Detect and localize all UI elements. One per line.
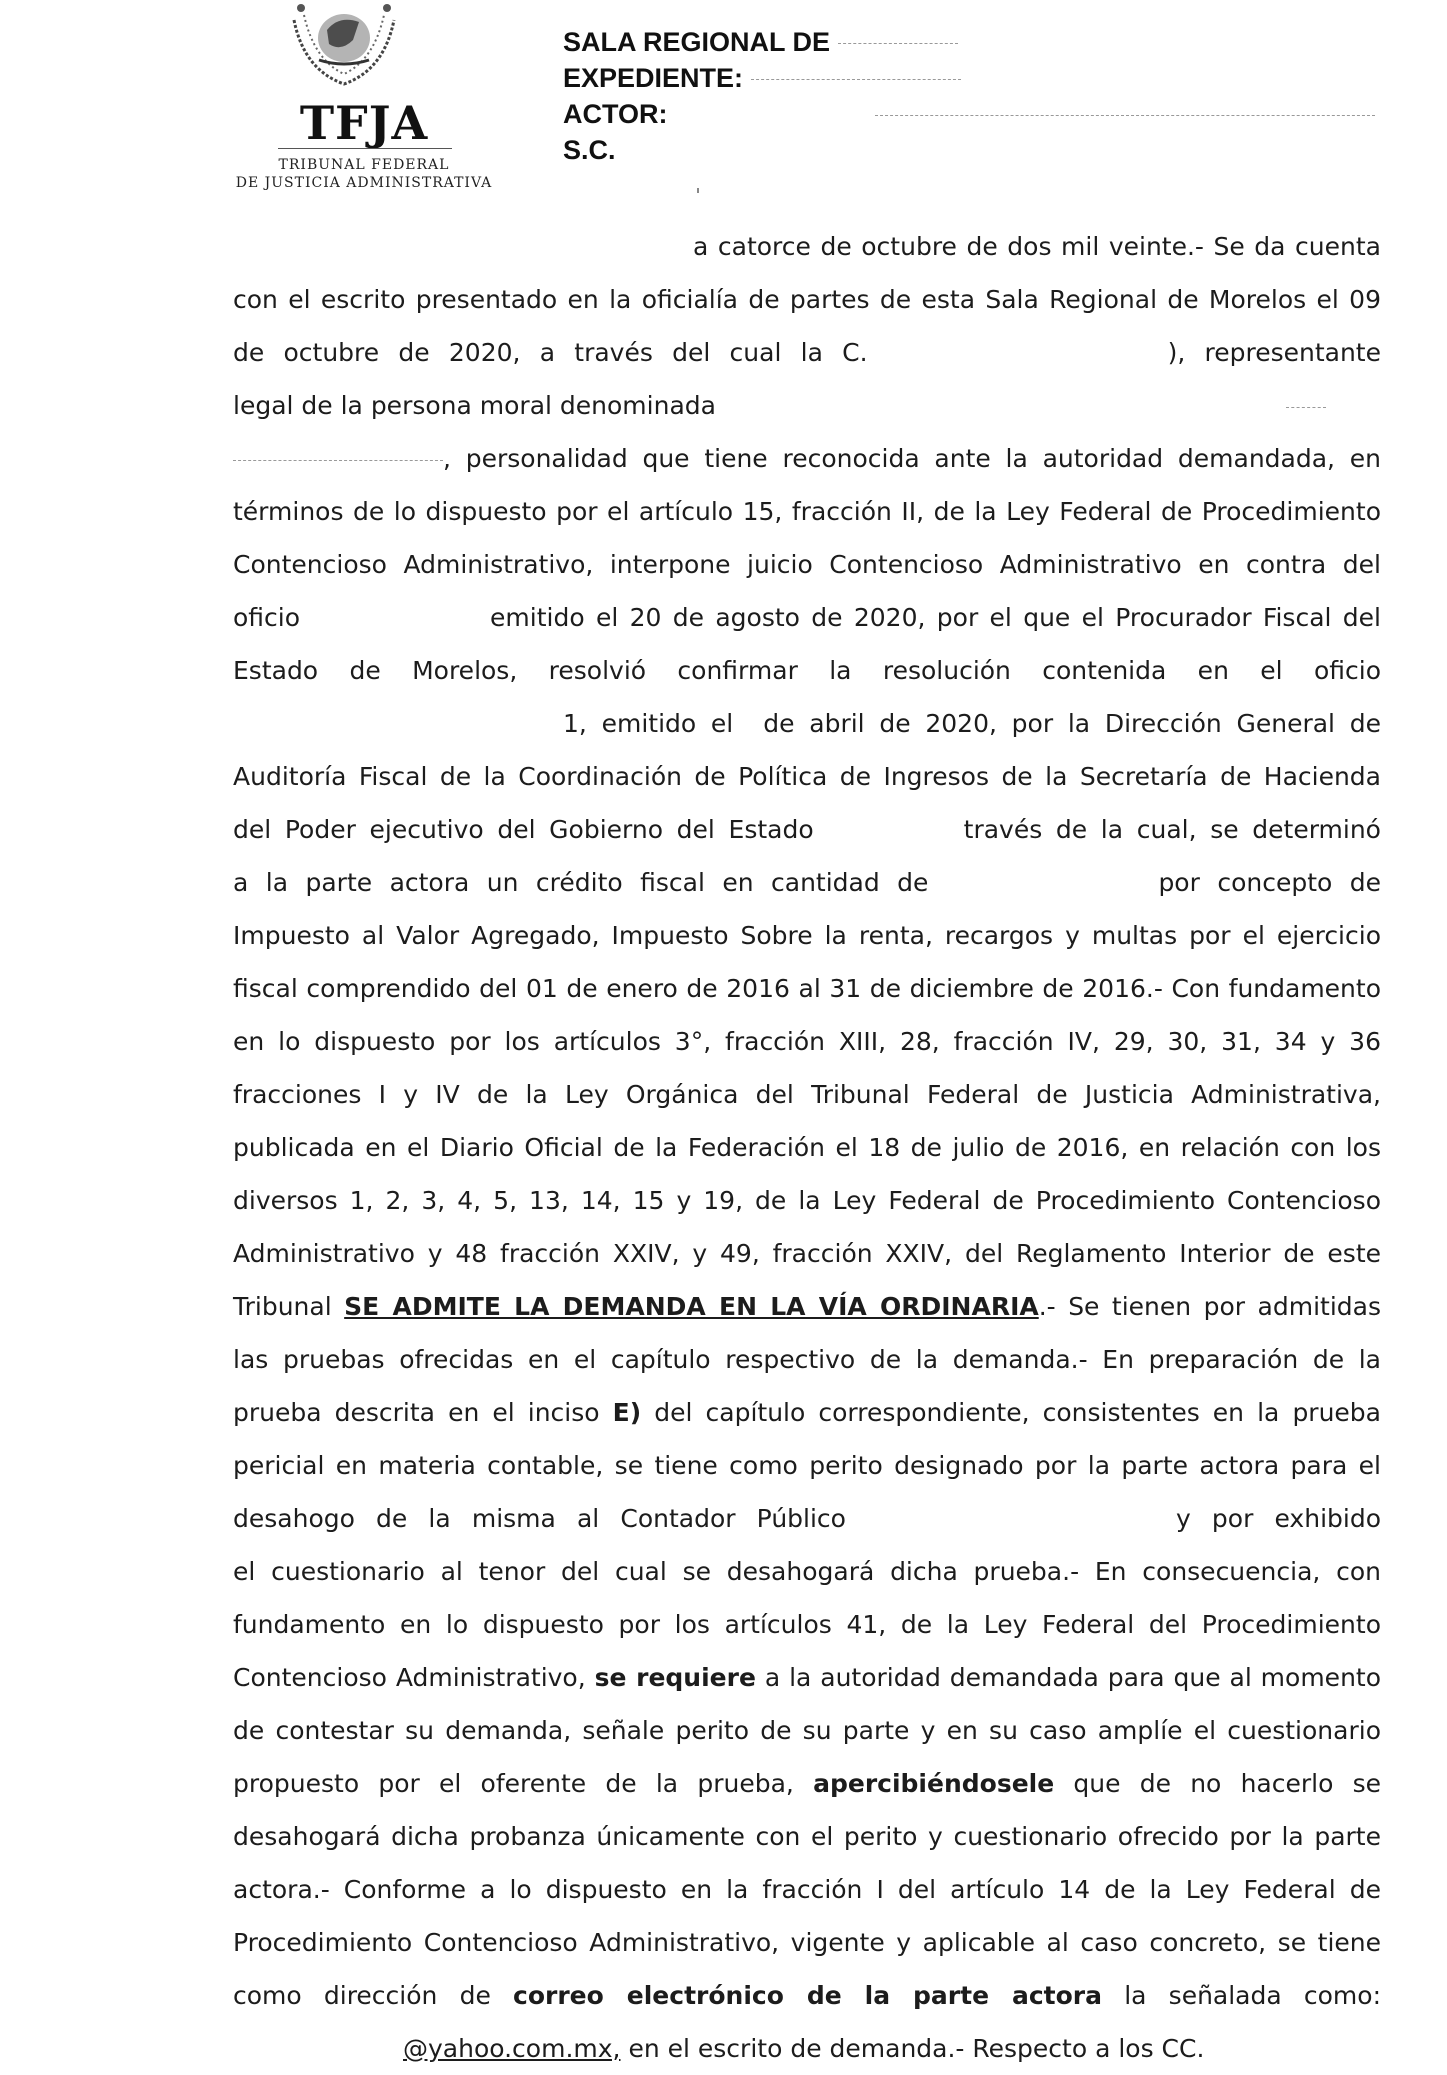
logo-divider [278,148,452,149]
document-body [233,220,1381,2075]
actor-label: ACTOR: [563,99,668,129]
body-line-10a: 1, emitido el [563,709,734,738]
body-line-15: fiscal comprendido del 01 de enero de 2016 al 31 de diciembre de 2016.- Con fundamento [233,974,1381,1003]
body-line-10 [233,697,1381,750]
redacted-company [1286,407,1326,408]
body-line-12a: del Poder ejecutivo del Gobierno del Estado [233,815,814,844]
body-line-5a: , personalidad que tiene reconocida ante la autoridad demandada, en [443,444,1381,473]
admission-ruling: SE ADMITE LA DEMANDA EN LA VÍA ORDINARIA [344,1292,1039,1321]
body-line-13b: por concepto de [1158,868,1381,897]
body-line-23 [233,1386,1381,1439]
body-line-33: Procedimiento Contencioso Administrativo, vigente y aplicable al caso concreto, se tiene [233,1928,1381,1957]
body-line-21c: .- Se tienen por admitidas [1038,1292,1381,1321]
body-line-17: fracciones I y IV de la Ley Orgánica del Tribunal Federal de Justicia Administrativa, [233,1080,1381,1109]
body-line-30c: que de no hacerlo se [1073,1769,1382,1798]
logo-subtitle-line-2: DE JUSTICIA ADMINISTRATIVA [235,175,493,191]
body-line-9: Estado de Morelos, resolvió confirmar la resolución contenida en el oficio [233,656,1381,685]
body-line-8b: emitido el 20 de agosto de 2020, por el que el Procurador Fiscal del [490,603,1381,632]
email-domain: @yahoo.com.mx, [403,2034,621,2063]
body-line-29: de contestar su demanda, señale perito de su parte y en su caso amplíe el cuestionario [233,1716,1381,1745]
body-line-28a: Contencioso Administrativo, [233,1663,586,1692]
body-line-8 [233,591,1381,644]
body-line-1: a catorce de octubre de dos mil veinte.- Se da cuenta [693,232,1381,261]
redacted-sala [838,43,958,44]
body-line-31: desahogará dicha probanza únicamente con el perito y cuestionario ofrecido por la parte [233,1822,1381,1851]
body-line-14: Impuesto al Valor Agregado, Impuesto Sobre la renta, recargos y multas por el ejercicio [233,921,1381,950]
body-line-13a: a la parte actora un crédito fiscal en cantidad de [233,868,929,897]
body-line-34a: como dirección de [233,1981,491,2010]
warning-emphasis: apercibiéndosele [813,1769,1055,1798]
inciso-label: E) [612,1398,642,1427]
body-line-5 [233,432,1381,485]
body-line-7: Contencioso Administrativo, interpone juicio Contencioso Administrativo en contra del [233,550,1381,579]
body-line-8a: oficio [233,603,301,632]
body-line-6: términos de lo dispuesto por el artículo 15, fracción II, de la Ley Federal de Procedimiento [233,497,1381,526]
body-line-3 [233,326,1381,379]
sala-line [563,24,1383,60]
body-line-28 [233,1651,1381,1704]
body-line-2: con el escrito presentado en la oficialía de partes de esta Sala Regional de Morelos el 09 [233,285,1381,314]
logo-acronym: TFJA [299,96,429,150]
body-line-13 [233,856,1381,909]
body-line-4a: legal de la persona moral denominada [233,391,716,420]
expediente-label: EXPEDIENTE: [563,63,744,93]
body-line-25a: desahogo de la misma al Contador Público [233,1504,846,1533]
expediente-line [563,60,1383,96]
body-line-24: pericial en materia contable, se tiene como perito designado por la parte actora para el [233,1451,1381,1480]
body-line-10b: de abril de 2020, por la Dirección General de [763,709,1381,738]
body-line-22: las pruebas ofrecidas en el capítulo respectivo de la demanda.- En preparación de la [233,1345,1381,1374]
requirement-emphasis: se requiere [594,1663,756,1692]
body-line-12b: través de la cual, se determinó [963,815,1381,844]
body-line-35 [233,2022,1381,2075]
body-line-35b: en el escrito de demanda.- Respecto a los CC. [628,2034,1205,2063]
body-line-23c: del capítulo correspondiente, consistentes en la prueba [654,1398,1382,1427]
sala-label: SALA REGIONAL DE [563,27,831,57]
actor-line [563,96,1383,132]
body-line-28c: a la autoridad demandada para que al momento [764,1663,1382,1692]
body-line-27: fundamento en lo dispuesto por los artículos 41, de la Ley Federal del Procedimiento [233,1610,1381,1639]
scan-speck [697,188,699,193]
tfja-logo [214,0,514,200]
body-line-32: actora.- Conforme a lo dispuesto en la fracción I del artículo 14 de la Ley Federal de [233,1875,1381,1904]
redacted-expediente [751,79,961,80]
body-line-34 [233,1969,1381,2022]
body-line-25b: y por exhibido [1175,1504,1381,1533]
body-line-12 [233,803,1381,856]
redacted-company-cont [233,460,443,461]
logo-subtitle-line-1: TRIBUNAL FEDERAL [278,157,450,173]
actor-suffix: S.C. [563,135,616,165]
body-line-21a: Tribunal [233,1292,332,1321]
body-line-11: Auditoría Fiscal de la Coordinación de Política de Ingresos de la Secretaría de Hacienda [233,762,1381,791]
body-line-19: diversos 1, 2, 3, 4, 5, 13, 14, 15 y 19, de la Ley Federal de Procedimiento Contencioso [233,1186,1381,1215]
case-header [563,24,1383,168]
body-line-3a: de octubre de 2020, a través del cual la C. [233,338,868,367]
body-line-30 [233,1757,1381,1810]
body-line-4 [233,379,1381,432]
national-seal-icon [279,0,409,90]
body-line-23a: prueba descrita en el inciso [233,1398,600,1427]
body-line-34c: la señalada como: [1124,1981,1381,2010]
body-line-26: el cuestionario al tenor del cual se desahogará dicha prueba.- En consecuencia, con [233,1557,1381,1586]
body-line-25 [233,1492,1381,1545]
body-line-21 [233,1280,1381,1333]
redacted-actor [875,115,1375,116]
body-line-20: Administrativo y 48 fracción XXIV, y 49, fracción XXIV, del Reglamento Interior de este [233,1239,1381,1268]
body-line-30a: propuesto por el oferente de la prueba, [233,1769,794,1798]
body-line-18: publicada en el Diario Oficial de la Federación el 18 de julio de 2016, en relación con los [233,1133,1381,1162]
email-emphasis: correo electrónico de la parte actora [513,1981,1102,2010]
body-line-3b: ), representante [1167,338,1381,367]
body-line-16: en lo dispuesto por los artículos 3°, fracción XIII, 28, fracción IV, 29, 30, 31, 34 y 36 [233,1027,1381,1056]
